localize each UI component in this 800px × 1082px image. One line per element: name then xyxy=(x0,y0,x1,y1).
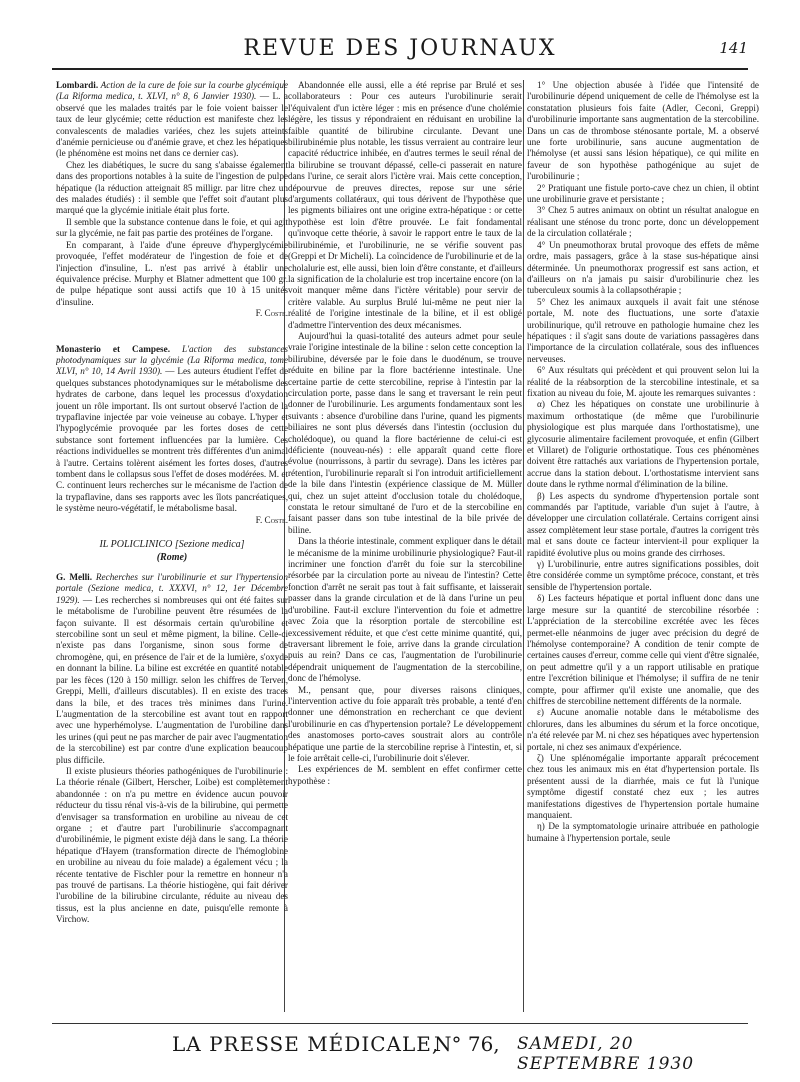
article-reference: (La Riforma medica, t. XLVI, n° 8, 6 Janvier 1930). xyxy=(56,91,257,102)
article-paragraph: γ) L'urobilinurie, entre autres significations possibles, doit être considérée comme un symptôme précoce, constant, et très sensible de l'hypertension portale. xyxy=(527,559,759,592)
article-paragraph: — Les recherches si nombreuses qui ont été faites sur le métabolisme de l'urobiline peuvent être résumées de la façon suivante. Il est désormais certain qu'urobiline et stercobiline sont un seul et même pigment, la biline. Celle-ci n'existe pas dans l'organisme, sinon sous forme de chromogène, qui, en présence de l'air et de la lumière, s'oxyde en donnant la biline. La biline est excrétée en quantité notable par les fèces (120 à 150 milligr. selon les chiffres de Terven, Greppi, Melli, d'ailleurs discutables). Il en existe des traces dans la bile, et des traces très minimes dans l'urine. L'augmentation de la stercobiline est avant tout en rapport avec une hyperhémolyse. L'augmentation de l'urobiline dans les urines (qui peut ne pas marcher de pair avec l'augmentation de la stercobiline) est par contre d'une explication beaucoup plus difficile. xyxy=(56,594,288,765)
article-paragraph: M., pensant que, pour diverses raisons cliniques, l'intervention active du foie apparaît très probable, a tenté d'en donner une démonstration en recherchant ce que devient l'urobilinurie en cas d'hypertension portale? Le développement des anastomoses porto-caves soustrait alors au contrôle hépatique une partie de la stercobiline reprise à l'intestin, et, si le foie arrêtait celle-ci, l'urobilinurie doit s'élever. xyxy=(288,684,522,763)
article-paragraph: 2° Pratiquant une fistule porto-cave chez un chien, il obtint une urobilinurie grave et persistante ; xyxy=(527,182,759,205)
article-paragraph: 3° Chez 5 autres animaux on obtint un résultat analogue en réalisant une sténose du tronc porte, donc un développement de la circulation collatérale ; xyxy=(527,205,759,239)
footer-journal-name: LA PRESSE MÉDICALE, xyxy=(172,1032,440,1056)
article-lead xyxy=(56,80,288,160)
article-paragraph: Dans la théorie intestinale, comment expliquer dans le détail le mécanisme de la minime urobilinurie physiologique? Faut-il incriminer une fonction d'arrêt du foie sur la stercobiline résorbée par la circulation porte au niveau de l'intestin? Cette fonction d'arrêt ne serait pas tout à fait suffisante, et laisserait passer dans la grande circulation et de là dans l'urine un peu d'urobiline. Faut-il exclure l'intervention du foie et admettre avec Zoia que la résorption portale de stercobiline est excessivement réduite, et que c'est cette minime quantité, qui, traversant librement le foie, arrive dans la grande circulation puis au rein? Dans ce cas, l'augmentation de l'urobilinurie dépendrait uniquement de l'augmentation de la stercobiline, donc de l'hémolyse. xyxy=(288,536,522,684)
column-divider xyxy=(523,80,524,1012)
footer-issue-number: N° 76, xyxy=(434,1032,500,1056)
article-paragraph: 5° Chez les animaux auxquels il avait fait une sténose portale, M. note des fluctuations, une sorte d'ataxie urobilinurique, qu'il retrouve en pathologie humaine chez les hépatiques : il s'agit sans doute de variations passagères dans l'importance de la circulation collatérale, sous des influences nerveuses. xyxy=(527,296,759,364)
footer-date: SAMEDI, 20 SEPTEMBRE 1930 xyxy=(517,1034,695,1074)
article-paragraph: 6° Aux résultats qui précèdent et qui prouvent selon lui la réalité de la réabsorption de la stercobiline intestinale, et sa fixation au niveau du foie, M. ajoute les remarques suivantes : xyxy=(527,365,759,398)
article-paragraph: Aujourd'hui la quasi-totalité des auteurs admet pour seule vraie l'origine intestinale de la biline : selon cette conception la bilirubine, déversée par le foie dans le duodénum, se trouve réduite en biline par la flore bactérienne intestinale. Une certaine partie de cette stercobiline, reprise à l'intestin par la circulation porte, passe dans le sang et traversant le rein peut donner de l'urobilinurie. Les arguments fondamentaux sont les suivants : absence d'urobiline dans l'urine, quand les pigments biliaires ne sont plus déversés dans l'intestin (occlusion du cholédoque), ou quand la flore bactérienne de celui-ci est déficiente (nouveau-nés) : elle apparaît quand cette flore évolue (nourrissons, à partir du sevrage). Dans les ictères par rétention, l'urobilinurie reparaît si l'on introduit artificiellement de la bile dans l'intestin (expérience classique de M. Müller qui, chez un sujet atteint d'occlusion totale du cholédoque, constata le retour simultané de l'uro et de la stercobiline en faisant passer dans son tube intestinal de la bile privée de biline. xyxy=(288,330,522,535)
article-paragraph: Chez les diabétiques, le sucre du sang s'abaisse également dans des proportions notables à la suite de l'ingestion de pulpe hépatique (la réduction atteignait 85 milligr. par litre chez un des malades étudiés) : il semble que l'effet soit d'autant plus marqué que la glycémie initiale était plus forte. xyxy=(56,159,288,216)
column-left xyxy=(56,80,288,1014)
article-paragraph: En comparant, à l'aide d'une épreuve d'hyperglycémie provoquée, l'effet modérateur de l'ingestion de foie et de l'injection d'insuline, L. n'est pas arrivé à établir une équivalence précise. Murphy et Blatner admettent que 100 gr. de pulpe hépatique sont aussi actifs que 10 à 15 unités d'insuline. xyxy=(56,239,288,307)
article-paragraph: Les expériences de M. semblent en effet confirmer cette hypothèse : xyxy=(288,764,522,786)
article-paragraph: ε) Aucune anomalie notable dans le métabolisme des chlorures, dans les albumines du sérum et la force oncotique, n'a été relevée par M. ni chez ses hépatiques avec hypertension portale, ni chez ses animaux d'expérience. xyxy=(527,707,759,752)
article-lead xyxy=(56,344,288,515)
article-reference: (Sezione medica, t. XXXVI, n° 12, 1er Décembre 1929). xyxy=(56,583,288,605)
article-author: Lombardi. xyxy=(56,80,99,90)
article-signature: F. Coste. xyxy=(255,308,288,319)
article-paragraph: Abandonnée elle aussi, elle a été reprise par Brulé et ses collaborateurs : Pour ces auteurs l'urobilinurie serait l'équivalent d'un ictère léger : mis en présence d'une cholémie légère, les tissus y répondraient en réduisant en urobiline la faible quantité de bilirubine circulante. Devant une bilirubinémie plus notable, les tissus verraient au contraire leur capacité réductrice inhibée, en d'autres termes le seuil rénal de la bilirubine se trouvant dépassé, celle-ci passerait en nature dans l'urine, ce serait alors l'ictère vrai. Mais cette conception, dépourvue de preuves directes, repose sur une série d'arguments collatéraux, qui tous dérivent de l'hypothèse que les pigments biliaires ont une origine extra-hépatique : or cette hypothèse est loin d'être prouvée. Le fait fondamental qu'invoque cette théorie, à savoir le rapport entre le taux de la bilirubinémie, et l'urobilinurie, ne se vérifie souvent pas (Greppi et Dr Micheli). La coïncidence de l'urobilinurie et de la cholalurie est, elle aussi, bien loin d'être constante, et d'ailleurs la signification de la cholalurie est trop incertaine encore (on la voit manquer même dans l'ictère véritable) pour servir de critère valable. Au surplus Brulé lui-même ne peut nier la réalité de l'origine intestinale de la biline, et il est obligé d'admettre l'intervention des deux mécanismes. xyxy=(288,80,522,330)
page-number: 141 xyxy=(719,39,748,57)
article-paragraph: Il semble que la substance contenue dans le foie, et qui agit sur la glycémie, ne fait pas partie des protéines de l'organe. xyxy=(56,216,288,239)
article-paragraph: 4° Un pneumothorax brutal provoque des effets de même ordre, mais passagers, grâce à la stase sus-hépatique ainsi déterminée. Un pneumothorax progressif est sans action, et d'ailleurs on n'a jamais pu saisir d'urobilinurie chez les tuberculeux soumis à la collapsothérapie ; xyxy=(527,239,759,296)
article-paragraph: δ) Les facteurs hépatique et portal influent donc dans une large mesure sur la quantité de stercobiline résorbée : L'appréciation de la stercobiline excrétée avec les fèces permet-elle néanmoins de juger avec précision du degré de l'hémolyse contemporaine? A condition de tenir compte de certaines causes d'erreur, comme celle qui vient d'être signalée, on peut admettre qu'il y a un rapport utilisable en pratique entre l'excrétion bilinique et l'hémolyse; il suffira de ne tenir compte, pour affirmer qu'il existe une anomalie, que des chiffres de stercobiline nettement différents de la normale. xyxy=(527,593,759,706)
page-footer xyxy=(52,1023,748,1074)
article-author: Monasterio et Campese. xyxy=(56,343,170,354)
article-title: Recherches sur l'urobilinurie et sur l'hypertension portale xyxy=(56,572,288,594)
column-middle xyxy=(288,80,522,1014)
article-paragraph: ζ) Une splénomégalie importante apparaît précocement chez tous les animaux mis en état d'hypertension portale. Ils présentent aussi de la diarrhée, mais ce fut là l'unique symptôme digestif constaté chez eux ; les autres manifestations digestives de l'hypertension portale humaine manquaient. xyxy=(527,752,759,820)
section-city: (Rome) xyxy=(156,552,188,564)
article-title: Action de la cure de foie sur la courbe glycémique xyxy=(100,80,288,90)
article-paragraph: Il existe plusieurs théories pathogéniques de l'urobilinurie : La théorie rénale (Gilbert, Herscher, Loibe) est complètement abandonnée : on n'a pu mettre en évidence aucun pouvoir réducteur du tissu rénal vis-à-vis de la bilirubine, qui permette d'envisager sa transformation en urobiline au niveau de cet organe ; et d'autre part l'urobilinurie s'accompagnant d'urobilinémie, le pigment existe déjà dans le sang. La théorie hépatique d'Hayem (transformation directe de l'hémoglobine en urobiline au niveau du foie malade) a également vécu ; la récente tentative de Fischler pour la remettre en honneur n'a pas trouvé de partisans. La théorie histiogène, qui fait dériver l'urobiline de la bilirubine circulante, réduite au niveau des tissus, est la plus ancienne en date, puisqu'elle remonte à Virchow. xyxy=(56,765,288,925)
article-reference: (La Riforma medica, tome XLVI, n° 10, 14 Avril 1930). xyxy=(56,354,288,377)
column-right xyxy=(527,80,759,1014)
article-paragraph: α) Chez les hépatiques on constate une urobilinurie à maximum orthostatique (de même que l'urobilinurie physiologique est plus marquée dans l'orthostatisme), une glycosurie alimentaire facilement provoquée, et enfin (Gilbert et Villaret) de l'oligurie orthostatique. Tous ces phénomènes doivent être rattachés aux variations de l'hypertension portale, accrue dans la station debout. L'orthostatisme intervient sans doute dans le rythme normal d'élimination de la biline. xyxy=(527,399,759,490)
article-paragraph: — Les auteurs étudient l'effet de quelques substances photodynamiques sur le métabolisme des hydrates de carbone, dans lequel les processus d'oxydation jouent un rôle important. Ils ont surtout observé l'action de la trypaflavine injectée par voie veineuse au cobaye. L'hyper et l'hypoglycémie provoquée par les fortes doses de cette substance sont fortement influencées par la lumière. Ces réactions individuelles se montrent très différentes d'un animal à l'autre. Certains tolèrent aisément les fortes doses, d'autres tombent dans le collapsus sous l'effet de doses modérées. M. et C. continuent leurs recherches sur le mécanisme de l'action de la trypaflavine, dans ses rapports avec les îlots pancréatiques, le système neuro-végétatif, le métabolisme basal. xyxy=(56,366,288,514)
article-paragraph: η) De la symptomatologie urinaire attribuée en pathologie humaine à l'hypertension portale, seule xyxy=(527,821,759,843)
article-paragraph: β) Les aspects du syndrome d'hypertension portale sont commandés par l'aptitude, variable d'un sujet à l'autre, à développer une circulation collatérale. Certains corrigent ainsi assez complètement leur stase portale, d'autres la corrigent très mal et sans doute ce facteur intervient-il pour expliquer la rapidité évolutive plus ou moins grande des cirrhoses. xyxy=(527,490,759,558)
article-author: G. Melli. xyxy=(56,572,93,583)
article-title: L'action des substances photodynamiques sur la glycémie xyxy=(56,343,288,365)
running-title: REVUE DES JOURNAUX xyxy=(243,36,557,61)
article-paragraph: — L. a observé que les malades traités par le foie voient baisser le taux de leur glycémie; cette réduction est manifeste chez les convalescents de maladies variées, chez les sujets atteints d'anémie pernicieuse ou d'anémie grave, et chez les hépatiques (le phénomène est moins net dans ce dernier cas). xyxy=(56,91,288,159)
article-paragraph: 1° Une objection abusée à l'idée que l'intensité de l'urobilinurie dépend uniquement de celle de l'hémolyse est la constatation plusieurs fois faite (Adler, Ceconi, Greppi) d'urobilinurie importante sans augmentation de la stercobiline. Dans un cas de thrombose sténosante portale, M. a observé une forte urobilinurie, sans aucune augmentation de l'hémolyse (et aussi sans lésion hépatique), ce qui milite en faveur de son hypothèse pathogénique au sujet de l'urobilinurie ; xyxy=(527,80,759,182)
section-heading: IL POLICLINICO [Sezione medica] xyxy=(99,539,245,551)
page-header xyxy=(52,30,748,70)
article-lead xyxy=(56,572,288,766)
article-signature: F. Coste. xyxy=(255,514,288,525)
